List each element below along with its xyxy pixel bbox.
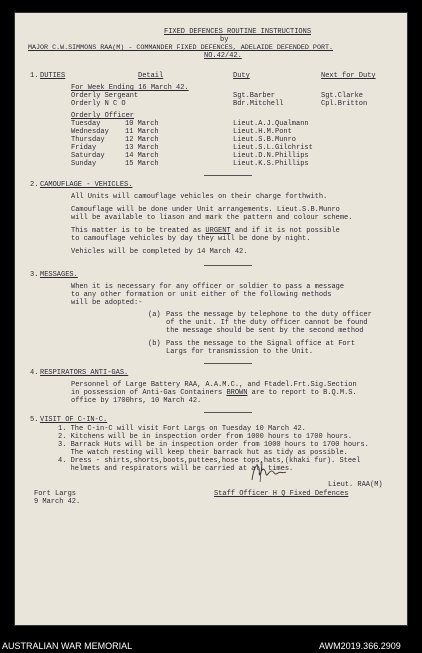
section-divider [204, 363, 252, 364]
document-title: FIXED DEFENCES ROUTINE INSTRUCTIONS [164, 28, 312, 36]
section-divider [204, 412, 252, 413]
signatory-rank: Lieut. RAA(M) [328, 481, 383, 489]
visit-item: The watch resting will keep their barrack hut as tidy as possible. [58, 449, 348, 457]
officer-name: Lieut.S.L.Gilchrist [233, 144, 313, 152]
officer-day: Friday [71, 144, 97, 152]
visit-item: 2. Kitchens will be in inspection order from 1000 hours to 1700 hours. [58, 433, 353, 441]
paragraph-line: Vehicles will be completed by 14 March 42. [71, 248, 248, 256]
officer-day: Thursday [71, 136, 105, 144]
officer-name: Lieut.D.N.Phillips [233, 152, 309, 160]
paragraph-line: will be available to liason and mark the pattern and colour scheme. [71, 214, 353, 222]
paragraph-line: Pass the message by telephone to the duty officer [166, 311, 372, 319]
paragraph-line: Personnel of Large Battery RAA, A.A.M.C., and Ftadel.Frt.Sig.Section [71, 381, 357, 389]
officer-date: 14 March [125, 152, 159, 160]
section-number: 4. [30, 369, 39, 377]
orderly-officer-heading: Orderly Officer [71, 112, 135, 120]
signatory-role: Staff Officer H Q Fixed Defences [214, 490, 349, 498]
section-number: 3. [30, 271, 39, 279]
column-header-duty: Duty [233, 72, 250, 80]
duty-name: Sgt.Barber [233, 92, 276, 100]
officer-day: Saturday [71, 152, 105, 160]
officer-date: 13 March [125, 144, 159, 152]
section-title-respirators: RESPIRATORS ANTI-GAS. [40, 369, 129, 377]
by-line: by [220, 36, 229, 44]
officer-day: Tuesday [71, 120, 101, 128]
visit-item: 3. Barrack Huts will be in inspection order from 1000 hours to 1700 hours. [58, 441, 369, 449]
section-title-visit: VISIT OF C-IN-C. [40, 416, 108, 424]
paragraph-line: Largs for transmission to the Unit. [166, 348, 314, 356]
paragraph-line: in possession of Anti-Gas Containers BROWN are to report to B.Q.M.S. [71, 389, 357, 397]
officer-date: 15 March [125, 160, 159, 168]
officer-date: 12 March [125, 136, 159, 144]
paragraph-line: Camouflage will be done under Unit arrangements. Lieut.S.B.Munro [71, 206, 340, 214]
footer-accession-number: AWM2019.366.2909 [319, 641, 401, 651]
section-number: 5. [30, 416, 39, 424]
officer-date: 11 March [125, 128, 159, 136]
next-duty-name: Sgt.Clarke [321, 92, 364, 100]
officer-day: Sunday [71, 160, 97, 168]
paragraph-line: Pass the message to the Signal office at Fort [166, 340, 356, 348]
section-divider [204, 265, 252, 266]
visit-item: helmets and respirators will be carried at all times. [58, 465, 294, 473]
instruction-number: NO.42/42. [204, 52, 242, 60]
visit-item: 4. Dress - shirts,shorts,boots,puttees,hose tops,hats,(khaki fur). Steel [58, 457, 361, 465]
section-title-messages: MESSAGES. [40, 271, 78, 279]
urgent-emphasis: URGENT [205, 227, 231, 235]
officer-day: Wednesday [71, 128, 109, 136]
handwritten-signature-icon [248, 460, 288, 484]
issue-date: 9 March 42. [34, 498, 81, 506]
issue-place: Fort Largs [34, 490, 77, 498]
officer-date: 10 March [125, 120, 159, 128]
column-header-detail: Detail [138, 72, 164, 80]
document-page [14, 12, 408, 626]
paragraph-line: When it is necessary for any officer or soldier to pass a message [71, 283, 345, 291]
paragraph-line: will be adopted:- [71, 299, 143, 307]
officer-name: Lieut.A.J.Qualmann [233, 120, 309, 128]
paragraph-line: All Units will camouflage vehicles on their charge forthwith. [71, 193, 328, 201]
footer-archive-name: AUSTRALIAN WAR MEMORIAL [2, 641, 133, 651]
paragraph-line: This matter is to be treated as URGENT and if it is not possible [71, 227, 340, 235]
officer-name: Lieut.K.S.Phillips [233, 160, 309, 168]
duty-label: Orderly N C O [71, 100, 126, 108]
duty-label: Orderly Sergeant [71, 92, 139, 100]
brown-emphasis: BROWN [226, 389, 248, 397]
duty-name: Bdr.Mitchell [233, 100, 284, 108]
visit-item: 1. The C-in-C will visit Fort Largs on Tuesday 10 March 42. [58, 425, 306, 433]
paragraph-line: office by 1700hrs, 10 March 42. [71, 397, 202, 405]
section-title-duties: DUTIES [40, 72, 66, 80]
section-number: 1. [30, 72, 39, 80]
officer-name: Lieut.H.M.Pont [233, 128, 292, 136]
author-line: MAJOR C.W.SIMMONS RAA(M) - COMMANDER FIXED DEFENCES, ADELAIDE DEFENDED PORT. [28, 44, 333, 52]
section-divider [204, 175, 252, 176]
paragraph-line: to camouflage vehicles by day they will be done by night. [71, 235, 311, 243]
week-ending: For Week Ending 16 March 42. [71, 84, 189, 92]
item-label: (b) [148, 340, 161, 348]
officer-name: Lieut.S.B.Munro [233, 136, 297, 144]
paragraph-line: the message should be sent by the second method [166, 327, 364, 335]
paragraph-line: of the unit. If the duty officer cannot be found [166, 319, 368, 327]
archive-footer [0, 639, 422, 653]
next-duty-name: Cpl.Britton [321, 100, 368, 108]
item-label: (a) [148, 311, 161, 319]
paragraph-line: to any other formation or unit either of the following methods [71, 291, 332, 299]
column-header-next: Next for Duty [321, 72, 376, 80]
section-title-camouflage: CAMOUFLAGE - VEHICLES. [40, 181, 133, 189]
section-number: 2. [30, 181, 39, 189]
